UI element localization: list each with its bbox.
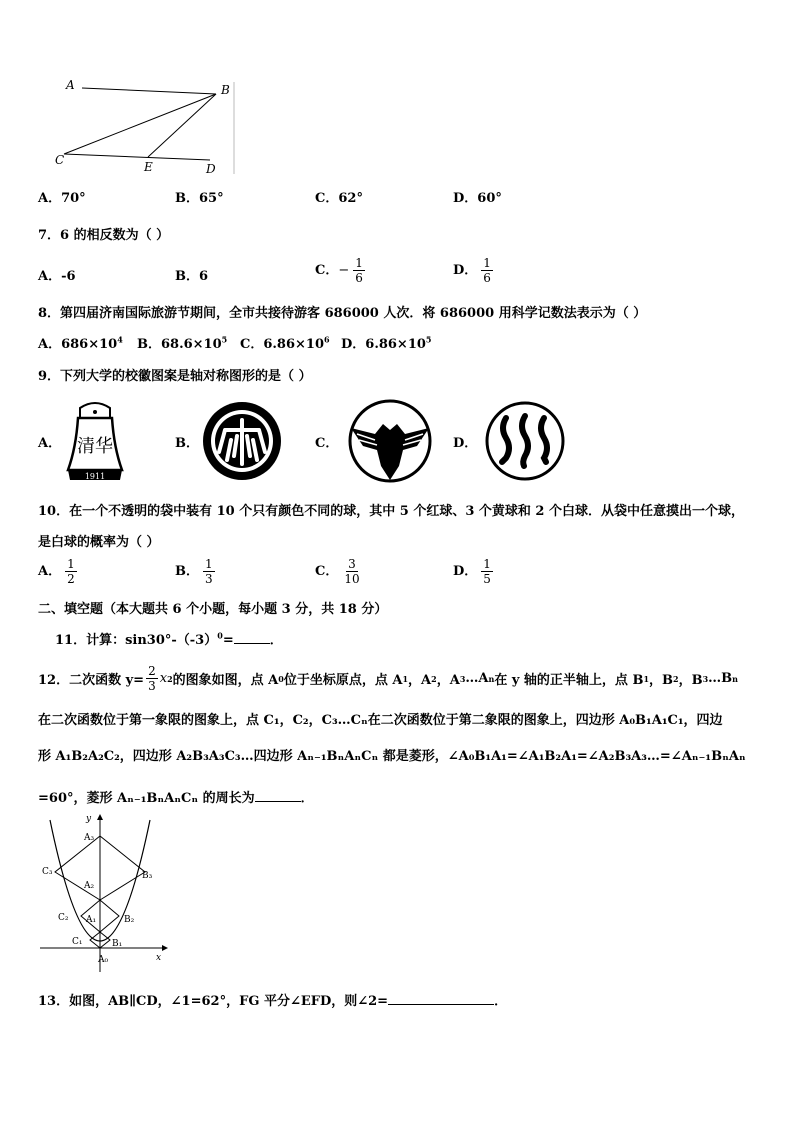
svg-text:清华: 清华 <box>77 436 113 457</box>
svg-text:B₁: B₁ <box>112 939 123 949</box>
q6-option-a[interactable]: A．70° <box>38 191 86 206</box>
figure-q12 <box>34 812 174 978</box>
q8-option-c[interactable]: C．$6.86\times 10^6$ <box>240 334 330 352</box>
q8-option-b[interactable]: B．$68.6\times 10^5$ <box>137 334 228 352</box>
svg-text:C₃: C₃ <box>42 867 53 877</box>
svg-text:A₃: A₃ <box>84 833 95 843</box>
q8-stem: 8．第四届济南国际旅游节期间，全市共接待游客 686000 人次．将 686000 用科学记数法表示为（ ） <box>38 306 647 321</box>
q11-answer-blank[interactable] <box>234 643 270 644</box>
svg-text:B₂: B₂ <box>124 915 135 925</box>
tsinghua-logo-image <box>62 400 128 486</box>
section-title: 二、填空题（本大题共 6 个小题，每小题 3 分，共 18 分） <box>38 602 388 617</box>
q13: 13．如图，AB∥CD，∠1=62°，FG 平分∠EFD，则∠2= ． <box>38 994 508 1009</box>
svg-text:A₁: A₁ <box>86 915 97 925</box>
label-a: A <box>66 78 75 92</box>
q10-option-a[interactable]: A． $\frac{1}{2}$ <box>38 557 75 586</box>
label-d: D <box>206 162 216 176</box>
q7-option-b[interactable]: B．6 <box>175 269 209 284</box>
svg-text:B₃: B₃ <box>142 871 153 881</box>
q10-line2: 是白球的概率为（ ） <box>38 535 160 550</box>
q10-option-b[interactable]: B． $\frac{1}{3}$ <box>175 557 213 586</box>
q12-line4: =60°，菱形 Aₙ₋₁BₙAₙCₙ 的周长为 ． <box>38 791 314 806</box>
q10-option-c[interactable]: C． $\frac{3}{10}$ <box>315 557 360 586</box>
q7-option-d[interactable]: D． $\frac{1}{6}$ <box>453 256 491 285</box>
q6-option-c[interactable]: C．62° <box>315 191 363 206</box>
svg-text:C₂: C₂ <box>58 913 69 923</box>
svg-text:A₂: A₂ <box>84 881 95 891</box>
q7-stem: 7．6 的相反数为（ ） <box>38 228 170 243</box>
q13-answer-blank[interactable] <box>388 1004 494 1005</box>
wave-logo-image <box>484 400 566 482</box>
q9-option-c[interactable]: C． <box>315 436 339 451</box>
q9-option-d[interactable]: D． <box>453 436 478 451</box>
q9-option-a[interactable]: A． <box>38 436 62 451</box>
q10-line1: 10．在一个不透明的袋中装有 10 个只有颜色不同的球，其中 5 个红球、3 个黄球和 2 个白球．从袋中任意摸出一个球， <box>38 504 744 519</box>
eagle-logo-image <box>345 398 435 484</box>
pku-logo-image <box>201 400 283 482</box>
svg-text:y: y <box>86 814 92 824</box>
q7-option-a[interactable]: A．-6 <box>38 269 76 284</box>
q11: 11．计算：$\sin 30^\circ-(-3)^0=$ ． <box>55 630 283 648</box>
q10-option-d[interactable]: D． $\frac{1}{5}$ <box>453 557 491 586</box>
q6-option-d[interactable]: D．60° <box>453 191 502 206</box>
q8-option-a[interactable]: A．$686\times 10^4$ <box>38 334 123 352</box>
label-e: E <box>144 160 153 174</box>
q12-line3: 形 A₁B₂A₂C₂，四边形 A₂B₃A₃C₃…四边形 Aₙ₋₁BₙAₙCₙ 都是菱形，∠A₀B₁A₁=∠A₁B₂A₁=∠A₂B₃A₃…=∠Aₙ₋₁BₙAₙ <box>38 749 746 764</box>
q12-line2: 在二次函数位于第一象限的图象上，点 C₁，C₂，C₃…Cₙ在二次函数位于第二象限的图象上，四边形 A₀B₁A₁C₁，四边 <box>38 713 723 728</box>
q9-stem: 9．下列大学的校徽图案是轴对称图形的是（ ） <box>38 369 312 384</box>
figure-q6 <box>50 74 240 180</box>
label-c: C <box>55 153 65 167</box>
q7-option-c[interactable]: C．− $\frac{1}{6}$ <box>315 256 363 285</box>
svg-text:1911: 1911 <box>84 472 106 481</box>
label-b: B <box>221 83 230 97</box>
q12-answer-blank[interactable] <box>255 801 301 802</box>
q6-option-b[interactable]: B．65° <box>175 191 224 206</box>
svg-text:x: x <box>156 953 162 963</box>
svg-text:A₀: A₀ <box>98 955 109 965</box>
q8-option-d[interactable]: D．$6.86\times 10^5$ <box>341 334 432 352</box>
q12-line1: 12．二次函数 y= $\frac{2}{3}$ x 2 的图象如图，点 A 0 位于坐标原点，点 A 1 ，A 2 ，A 3 …A n 在 y 轴的正半轴上，点 B 1 ，B 2 ，B 3 …B n <box>38 664 738 693</box>
svg-text:C₁: C₁ <box>72 937 83 947</box>
q9-option-b[interactable]: B． <box>175 436 199 451</box>
